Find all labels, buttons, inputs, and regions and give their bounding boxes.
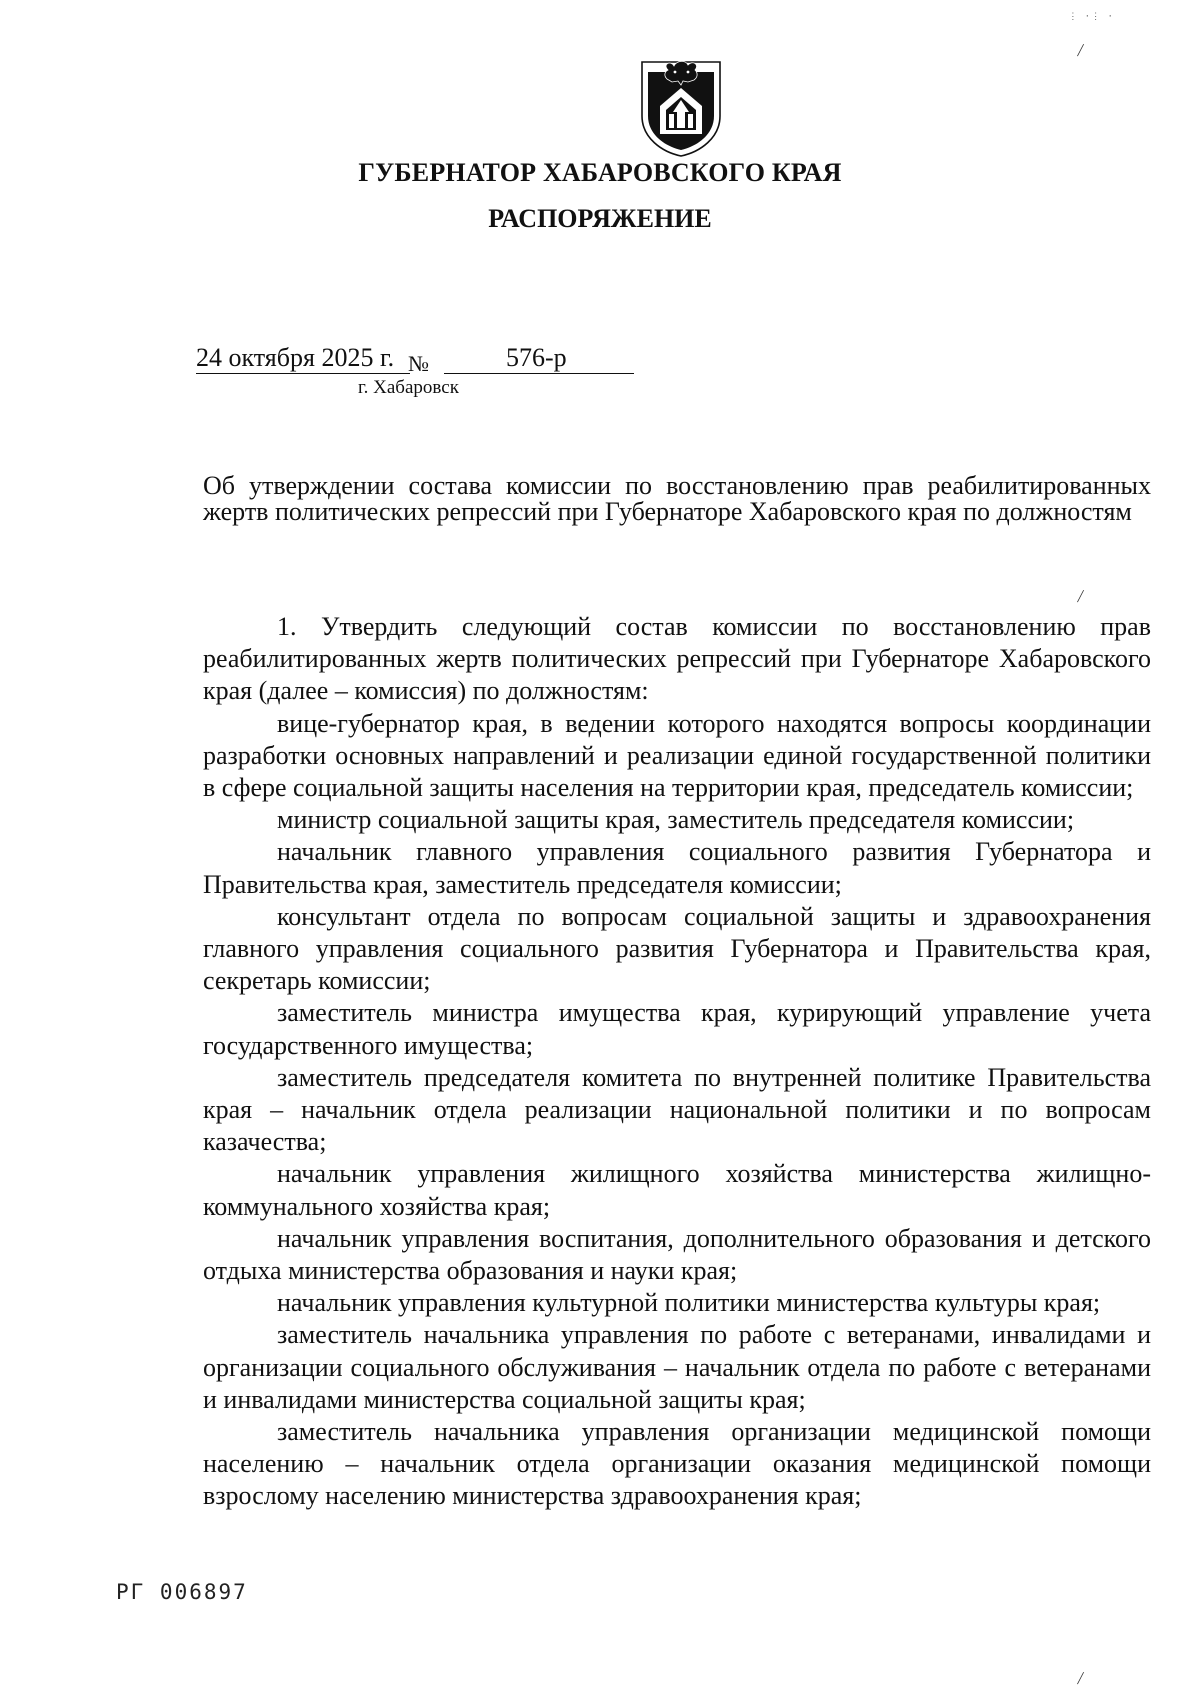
document-type: РАСПОРЯЖЕНИЕ	[488, 204, 712, 233]
org-title: ГУБЕРНАТОР ХАБАРОВСКОГО КРАЯ	[358, 158, 842, 187]
document-subject: Об утверждении состава комиссии по восстановлению прав реабилитированных жертв политических репрессий при Губернаторе Хабаровского края по должностям	[203, 471, 1151, 526]
scan-tick-mark: /	[1076, 586, 1085, 606]
body-paragraph: начальник главного управления социального развития Губернатора и Правительства края, заместитель председателя комиссии;	[203, 837, 1151, 899]
document-city: г. Хабаровск	[358, 377, 459, 398]
body-paragraph: начальник управления воспитания, дополнительного образования и детского отдыха министерства образования и науки края;	[203, 1223, 1151, 1286]
scan-tick-mark: /	[1076, 1668, 1085, 1688]
body-paragraph: заместитель начальника управления организации медицинской помощи населению – начальник отдела организации оказания медицинской помощи взрослому населению министерства здравоохранения края;	[203, 1417, 1151, 1511]
body-paragraph: заместитель начальника управления по работе с ветеранами, инвалидами и организации социального обслуживания – начальник отдела по работе с ветеранами и инвалидами министерства социальной защиты края;	[203, 1320, 1151, 1414]
scan-tick-mark: /	[1076, 40, 1085, 60]
document-body	[203, 611, 1151, 1513]
document-date: 24 октября 2025 г.	[196, 343, 410, 374]
body-paragraph: начальник управления культурной политики министерства культуры края;	[277, 1288, 1101, 1318]
document-number: 576-р	[444, 343, 634, 374]
body-paragraph: заместитель председателя комитета по внутренней политике Правительства края – начальник отдела реализации национальной политики и по вопросам казачества;	[203, 1062, 1151, 1157]
khabarovsk-coat-of-arms-icon	[638, 58, 724, 158]
scan-corner-mark: ⋮ ⋅⋮ ⋅	[1068, 12, 1114, 22]
body-paragraph: начальник управления жилищного хозяйства министерства жилищно-коммунального хозяйства края;	[203, 1159, 1151, 1221]
body-paragraph: вице-губернатор края, в ведении которого находятся вопросы координации разработки основных направлений и реализации единой государственной политики в сфере социальной защиты населения на территории края, председатель комиссии;	[203, 708, 1151, 803]
body-paragraph: министр социальной защиты края, заместитель председателя комиссии;	[277, 805, 1075, 835]
registration-mark: РГ 006897	[116, 1580, 248, 1604]
body-paragraph: консультант отдела по вопросам социальной защиты и здравоохранения главного управления социального развития Губернатора и Правительства края, секретарь комиссии;	[203, 901, 1151, 996]
body-paragraph: 1. Утвердить следующий состав комиссии по восстановлению прав реабилитированных жертв политических репрессий при Губернаторе Хабаровского края (далее – комиссия) по должностям:	[203, 612, 1151, 706]
number-sign: №	[408, 351, 429, 376]
body-paragraph: заместитель министра имущества края, курирующий управление учета государственного имущества;	[203, 998, 1151, 1060]
